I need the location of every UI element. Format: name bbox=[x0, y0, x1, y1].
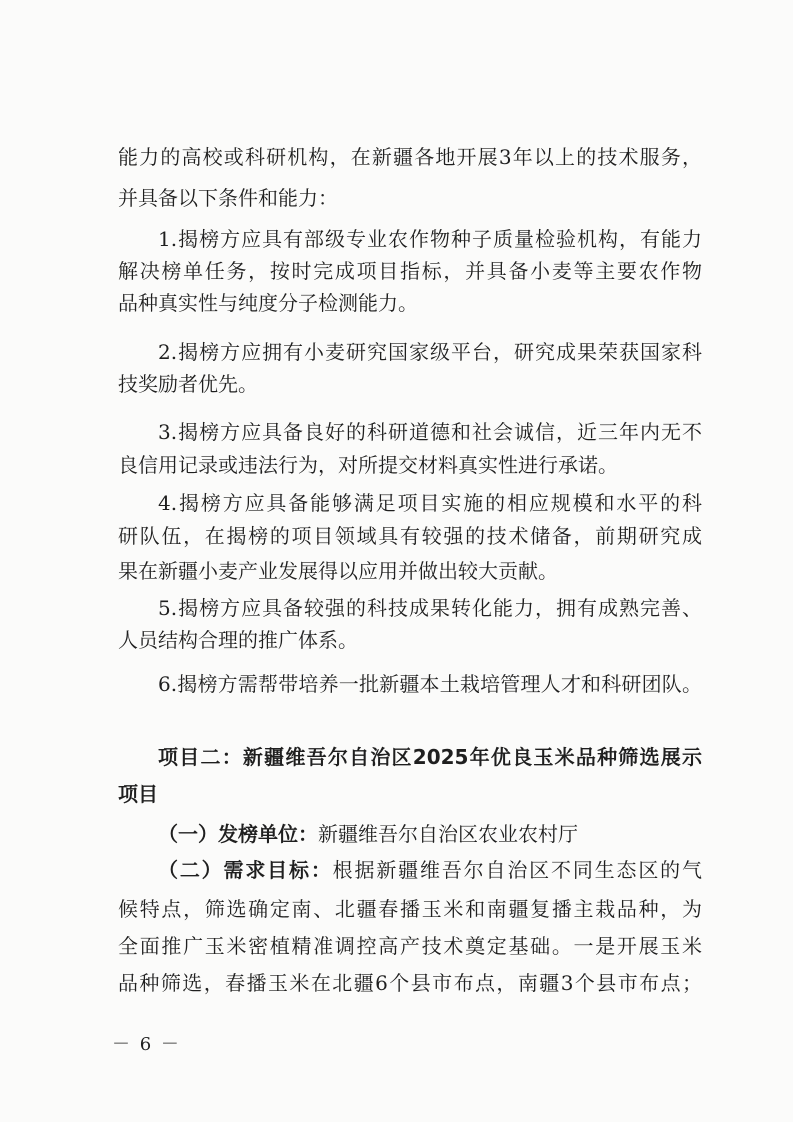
project-2-title-line-1: 项目二：新疆维吾尔自治区2025年优良玉米品种筛选展示 bbox=[158, 745, 702, 769]
condition-2-line-1: 2.揭榜方应拥有小麦研究国家级平台，研究成果荣获国家科 bbox=[158, 340, 702, 364]
goal-line-2: 候特点，筛选确定南、北疆春播玉米和南疆复播主栽品种，为 bbox=[118, 897, 702, 921]
condition-6-line-1: 6.揭榜方需帮带培养一批新疆本土栽培管理人才和科研团队。 bbox=[158, 672, 702, 696]
goal-line-1-text: 根据新疆维吾尔自治区不同生态区的气 bbox=[332, 858, 702, 882]
issuer-line bbox=[158, 822, 702, 848]
condition-3-line-1: 3.揭榜方应具备良好的科研道德和社会诚信，近三年内无不 bbox=[158, 420, 702, 444]
condition-5-line-1: 5.揭榜方应具备较强的科技成果转化能力，拥有成熟完善、 bbox=[158, 596, 702, 620]
goal-line-4: 品种筛选，春播玉米在北疆6个县市布点，南疆3个县市布点； bbox=[118, 971, 702, 995]
condition-3-line-2: 良信用记录或违法行为，对所提交材料真实性进行承诺。 bbox=[118, 453, 618, 477]
condition-4-line-2: 研队伍，在揭榜的项目领域具有较强的技术储备，前期研究成 bbox=[118, 524, 702, 548]
condition-1-line-2: 解决榜单任务，按时完成项目指标，并具备小麦等主要农作物 bbox=[118, 259, 702, 283]
condition-4-line-1: 4.揭榜方应具备能够满足项目实施的相应规模和水平的科 bbox=[158, 491, 702, 515]
goal-line-3: 全面推广玉米密植精准调控高产技术奠定基础。一是开展玉米 bbox=[118, 934, 702, 958]
condition-1-line-3: 品种真实性与纯度分子检测能力。 bbox=[118, 291, 418, 315]
issuer-value: 新疆维吾尔自治区农业农村厅 bbox=[318, 822, 578, 846]
intro-line-1: 能力的高校或科研机构，在新疆各地开展3年以上的技术服务， bbox=[118, 145, 702, 169]
condition-1-line-1: 1.揭榜方应具有部级专业农作物种子质量检验机构，有能力 bbox=[158, 227, 702, 251]
goal-label: （二）需求目标： bbox=[158, 858, 333, 882]
page-number: － 6 － bbox=[112, 1034, 181, 1055]
goal-line-1 bbox=[158, 858, 702, 884]
issuer-label: （一）发榜单位： bbox=[158, 822, 318, 846]
intro-line-2: 并具备以下条件和能力： bbox=[118, 186, 338, 210]
condition-5-line-2: 人员结构合理的推广体系。 bbox=[118, 628, 358, 652]
condition-2-line-2: 技奖励者优先。 bbox=[118, 372, 258, 396]
condition-4-line-3: 果在新疆小麦产业发展得以应用并做出较大贡献。 bbox=[118, 559, 558, 583]
project-2-title-line-2: 项目 bbox=[118, 782, 158, 806]
